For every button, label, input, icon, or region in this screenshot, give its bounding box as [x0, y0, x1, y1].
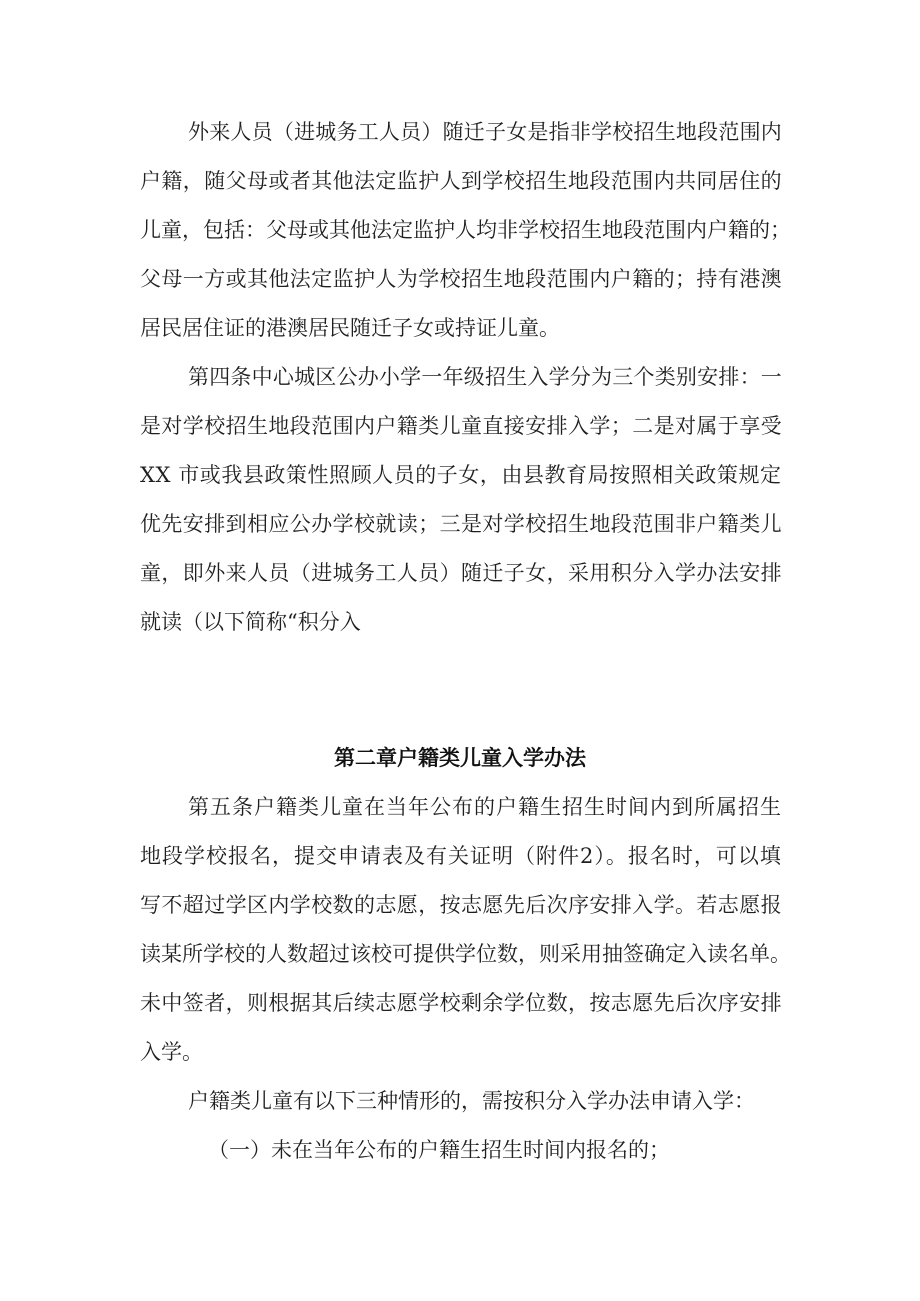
text-line: 就读（以下简称“积分入 — [140, 610, 361, 634]
text-line: 写不超过学区内学校数的志愿，按志愿先后次序安排入学。若志愿报 — [140, 893, 782, 917]
list-item: （一）未在当年公布的户籍生招生时间内报名的； — [208, 1138, 670, 1162]
text-line: 户籍，随父母或者其他法定监护人到学校招生地段范围内共同居住的 — [140, 169, 782, 193]
text-line: 入学。 — [140, 1040, 203, 1064]
text-line: 读某所学校的人数超过该校可提供学位数，则采用抽签确定入读名单。 — [140, 942, 791, 966]
text-line: 儿童，包括：父母或其他法定监护人均非学校招生地段范围内户籍的； — [140, 218, 791, 242]
text-line: 未中签者，则根据其后续志愿学校剩余学位数，按志愿先后次序安排 — [140, 991, 782, 1015]
text-line: 是对学校招生地段范围内户籍类儿童直接安排入学；二是对属于享受 — [140, 414, 782, 438]
text-line: 外来人员（进城务工人员）随迁子女是指非学校招生地段范围内 — [188, 120, 782, 144]
text-line: 第五条户籍类儿童在当年公布的户籍生招生时间内到所属招生 — [188, 795, 782, 819]
text-line: 第四条中心城区公办小学一年级招生入学分为三个类别安排：一 — [188, 365, 782, 389]
text-line: 童，即外来人员（进城务工人员）随迁子女，采用积分入学办法安排 — [140, 561, 782, 585]
chapter-heading: 第二章户籍类儿童入学办法 — [334, 746, 586, 770]
text-line: 优先安排到相应公办学校就读；三是对学校招生地段范围非户籍类儿 — [140, 512, 782, 536]
text-line: 父母一方或其他法定监护人为学校招生地段范围内户籍的；持有港澳 — [140, 267, 782, 291]
text-line: 居民居住证的港澳居民随迁子女或持证儿童。 — [140, 316, 560, 340]
text-line: XX 市或我县政策性照顾人员的子女，由县教育局按照相关政策规定 — [140, 463, 782, 487]
text-line: 地段学校报名，提交申请表及有关证明（附件2）。报名时，可以填 — [140, 844, 782, 868]
text-line: 户籍类儿童有以下三种情形的，需按积分入学办法申请入学： — [188, 1089, 755, 1113]
